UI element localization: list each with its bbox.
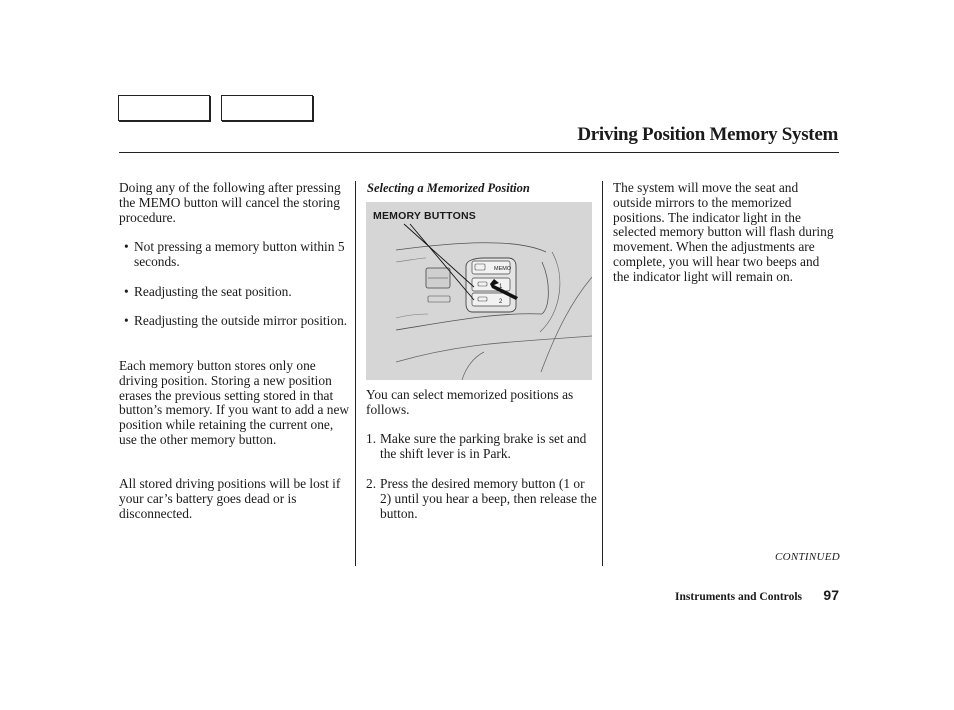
bullet-text: Readjusting the outside mirror position.: [134, 313, 348, 328]
memory-button-2-text: 2: [499, 299, 503, 305]
step-text: Make sure the parking brake is set and the shift lever is in Park.: [380, 431, 587, 461]
step-text: Press the desired memory button (1 or 2) until you hear a beep, then release the button.: [380, 476, 597, 521]
step-item: [366, 432, 598, 462]
step-number: 1.: [366, 431, 377, 446]
bullet-dot: •: [124, 284, 129, 299]
title-rule: [119, 152, 839, 153]
page-number: 97: [823, 587, 839, 603]
bullet-dot: •: [124, 313, 129, 328]
page-title: Driving Position Memory System: [577, 124, 838, 145]
door-panel-illustration: [366, 202, 592, 380]
system-movement-paragraph: The system will move the seat and outside mirrors to the memorized positions. The indicator light in the selected memory button will flash during movement. When the adjustments are complete, you will hear two beeps and the indicator light will remain on.: [613, 180, 834, 284]
step-item: [366, 477, 598, 521]
bullet-item: [119, 285, 350, 300]
memory-buttons-figure: [366, 202, 592, 380]
bullet-dot: •: [124, 239, 129, 254]
column-divider-right: [602, 181, 603, 566]
figure-label: MEMORY BUTTONS: [373, 210, 476, 222]
memory-storage-paragraph: Each memory button stores only one driving position. Storing a new position erases the previous setting stored in that button’s memory. If you want to add a new position while retaining the current one, use the other memory button.: [119, 358, 350, 447]
continued-label: CONTINUED: [774, 551, 840, 563]
battery-paragraph: All stored driving positions will be lost if your car’s battery goes dead or is disconnected.: [119, 476, 341, 521]
section-heading: Selecting a Memorized Position: [367, 181, 530, 195]
bullet-item: [119, 314, 350, 329]
section-tab-box-2: [221, 95, 313, 121]
memory-button-1-text: 1: [499, 284, 503, 290]
footer-section-name: Instruments and Controls: [675, 591, 802, 603]
bullet-text: Not pressing a memory button within 5 seconds.: [134, 239, 345, 269]
bullet-item: [119, 240, 350, 270]
column-divider-left: [355, 181, 356, 566]
cancel-intro-paragraph: Doing any of the following after pressing the MEMO button will cancel the storing procedure.: [119, 180, 341, 225]
section-tab-box-1: [118, 95, 210, 121]
bullet-text: Readjusting the seat position.: [134, 284, 292, 299]
select-intro-paragraph: You can select memorized positions as follows.: [366, 387, 574, 417]
step-number: 2.: [366, 476, 377, 491]
memo-button-text: MEMO: [494, 266, 512, 272]
